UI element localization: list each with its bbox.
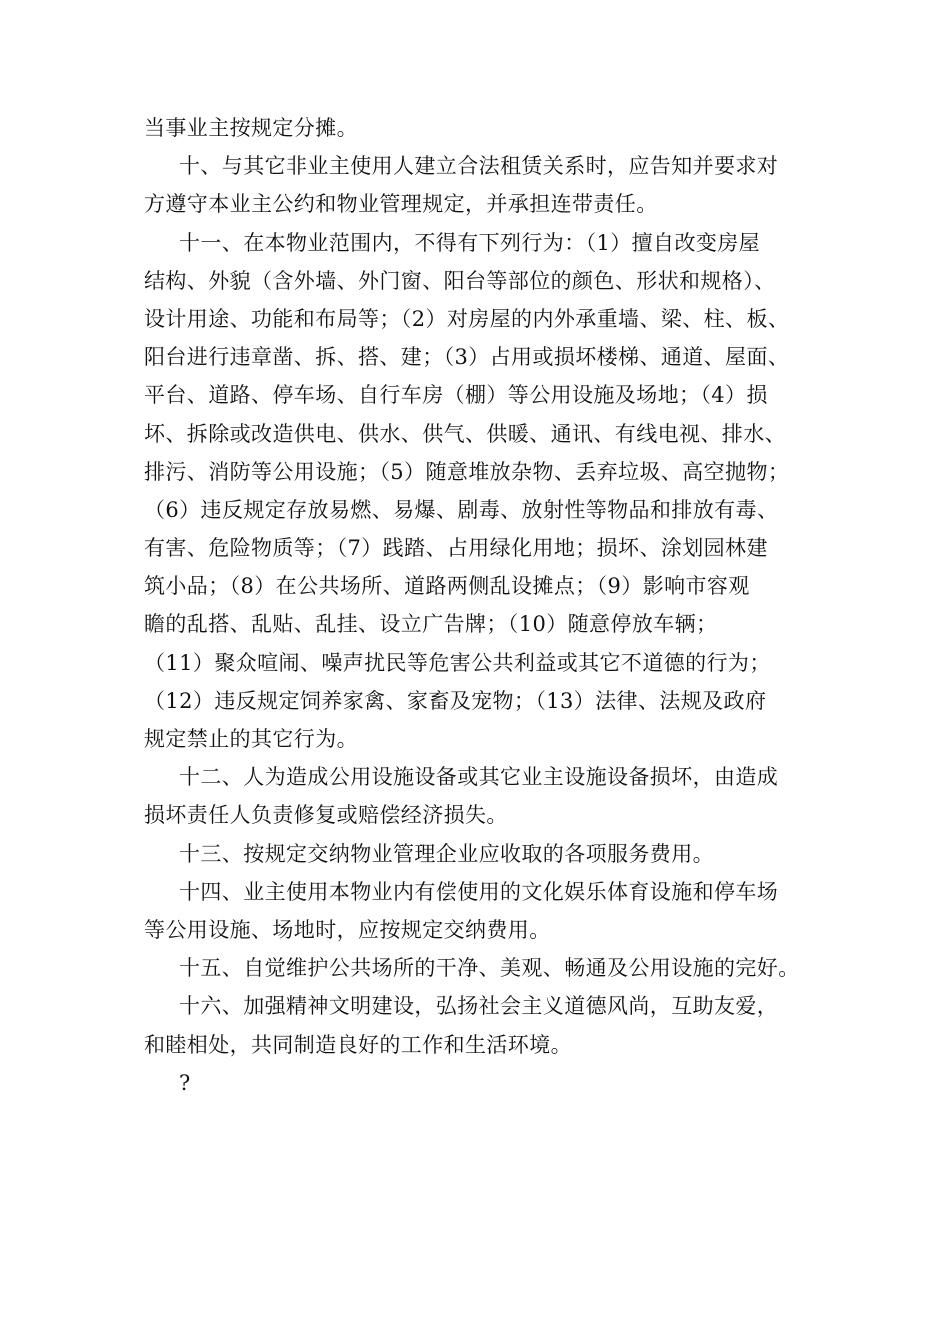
text-line: 和睦相处，共同制造良好的工作和生活环境。 — [144, 1032, 572, 1057]
text-line: （11）聚众喧闹、噪声扰民等危害公共利益或其它不道德的行为； — [144, 650, 771, 675]
text-line: （12）违反规定饲养家禽、家畜及宠物；（13）法律、法规及政府 — [144, 688, 767, 713]
text-line: 排污、消防等公用设施；（5）随意堆放杂物、丢弃垃圾、高空抛物； — [144, 459, 790, 484]
text-line: 阳台进行违章凿、拆、搭、建；（3）占用或损坏楼梯、通道、屋面、 — [144, 345, 790, 370]
text-line: 规定禁止的其它行为。 — [144, 727, 358, 751]
text-line: 十二、人为造成公用设施设备或其它业主设施设备损坏，由造成 — [179, 765, 779, 790]
text-line: 十六、加强精神文明建设，弘扬社会主义道德风尚，互助友爱， — [179, 994, 779, 1019]
text-line: 当事业主按规定分摊。 — [144, 116, 358, 140]
text-line: 坏、拆除或改造供电、供水、供气、供暖、通讯、有线电视、排水、 — [144, 421, 786, 446]
text-line: 损坏责任人负责修复或赔偿经济损失。 — [144, 803, 508, 828]
text-line: 瞻的乱搭、乱贴、乱挂、设立广告牌；（10）随意停放车辆； — [144, 612, 718, 637]
text-line: 设计用途、功能和布局等；（2）对房屋的内外承重墙、梁、柱、板、 — [144, 306, 790, 331]
text-line: 平台、道路、停车场、自行车房（棚）等公用设施及场地；（4）损 — [144, 383, 768, 408]
text-line: 筑小品；（8）在公共场所、道路两侧乱设摊点；（9）影响市容观 — [144, 574, 750, 599]
text-line: ? — [179, 1070, 191, 1095]
text-line: 十一、在本物业范围内，不得有下列行为：（1）擅自改变房屋 — [179, 230, 761, 255]
text-line: 方遵守本业主公约和物业管理规定，并承担连带责任。 — [144, 192, 658, 217]
text-line: 十五、自觉维护公共场所的干净、美观、畅通及公用设施的完好。 — [179, 956, 800, 981]
text-line: 十四、业主使用本物业内有偿使用的文化娱乐体育设施和停车场 — [179, 879, 779, 904]
text-line: 有害、危险物质等；（7）践踏、占用绿化用地；损坏、涂划园林建 — [144, 536, 768, 561]
text-line: 十三、按规定交纳物业管理企业应收取的各项服务费用。 — [179, 841, 714, 866]
document-body — [144, 109, 824, 1102]
text-line: （6）违反规定存放易燃、易爆、剧毒、放射性等物品和排放有毒、 — [144, 497, 779, 522]
text-line: 结构、外貌（含外墙、外门窗、阳台等部位的颜色、形状和规格）、 — [144, 268, 776, 293]
text-line: 十、与其它非业主使用人建立合法租赁关系时，应告知并要求对 — [179, 154, 779, 179]
text-line: 等公用设施、场地时，应按规定交纳费用。 — [144, 917, 551, 942]
